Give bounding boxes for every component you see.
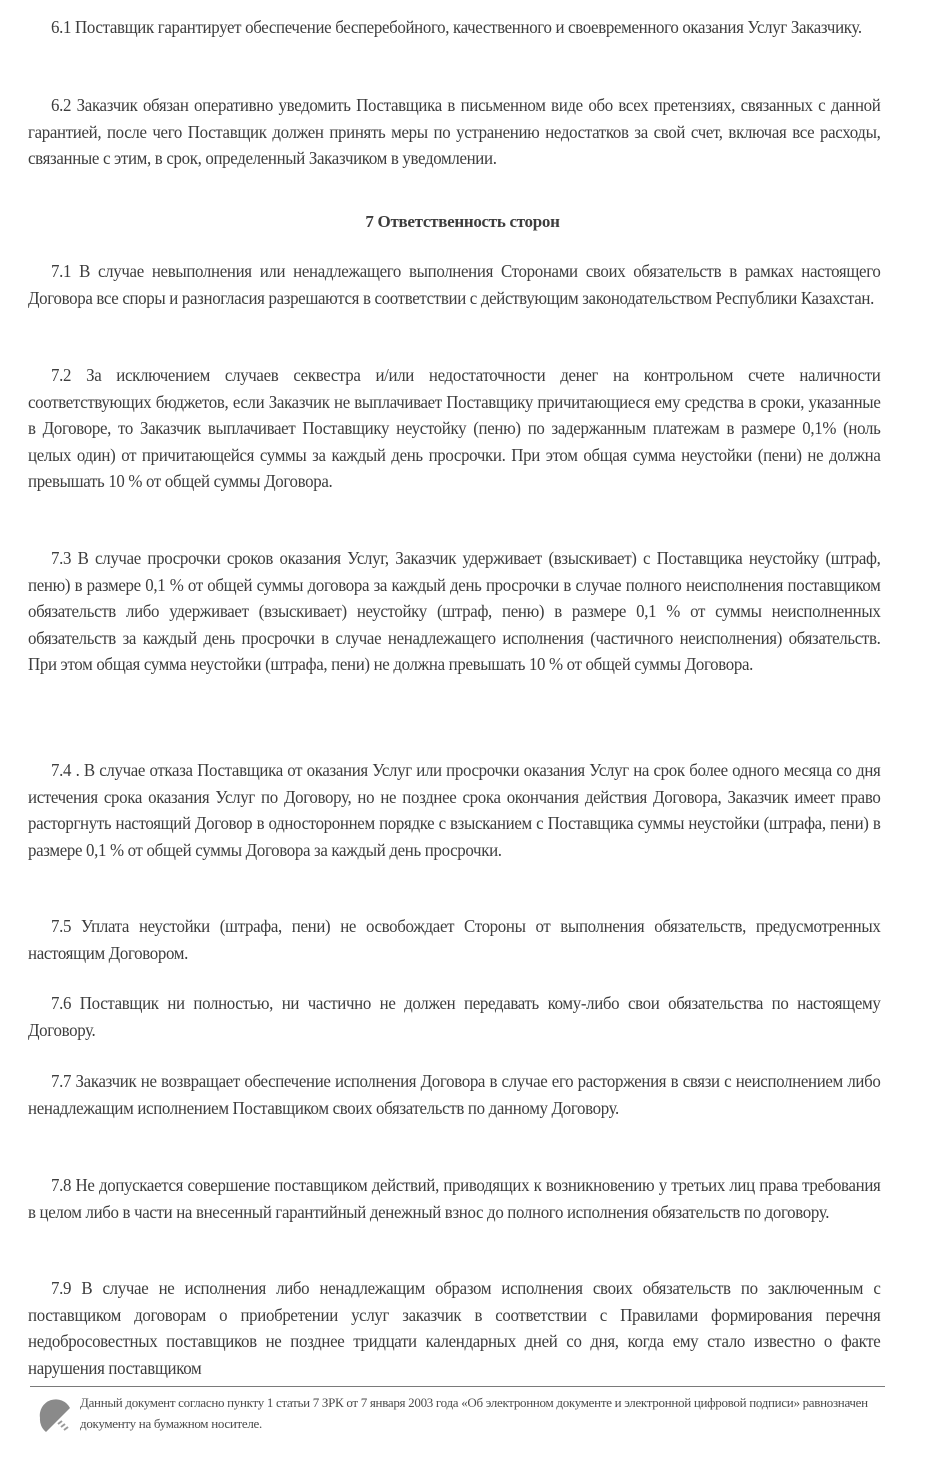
e-signature-seal-icon [36,1396,74,1436]
clause-7-4: 7.4 . В случае отказа Поставщика от оказания Услуг или просрочки оказания Услуг на срок более одного месяца со дня истечения срока оказания Услуг по Договору, но не позднее срока окончания действия Договора, Заказчик имеет право расторгнуть настоящий Договор в одностороннем порядке с взысканием с Поставщика суммы неустойки (штрафа, пени) в размере 0,1 % от общей суммы Договора за каждый день просрочки. [28,760,881,860]
footer-legal-note: Данный документ согласно пункту 1 статьи 7 ЗРК от 7 января 2003 года «Об электронном документе и электронной цифровой подписи» равнозначен документу на бумажном носителе. [80,1395,868,1431]
clause-7-8: 7.8 Не допускается совершение поставщиком действий, приводящих к возникновению у третьих лиц права требования в целом либо в части на внесенный гарантийный денежный взнос до полного исполнения обязательств по договору. [28,1175,881,1222]
section-heading-7: 7 Ответственность сторон [365,212,560,231]
clause-7-2: 7.2 За исключением случаев секвестра и/или недостаточности денег на контрольном счете наличности соответствующих бюджетов, если Заказчик не выплачивает Поставщику причитающиеся ему средства в сроки, указанные в Договоре, то Заказчик выплачивает Поставщику неустойку (пеню) по задержанным платежам в размере 0,1% (ноль целых один) от причитающейся суммы за каждый день просрочки. При этом общая сумма неустойки (пени) не должна превышать 10 % от общей суммы Договора. [28,365,881,491]
footer-divider [30,1386,885,1387]
clause-6-2: 6.2 Заказчик обязан оперативно уведомить Поставщика в письменном виде обо всех претензиях, связанных с данной гарантией, после чего Поставщик должен принять меры по устранению недостатков за свой счет, включая все расходы, связанные с этим, в срок, определенный Заказчиком в уведомлении. [28,95,881,168]
clause-7-1: 7.1 В случае невыполнения или ненадлежащего выполнения Сторонами своих обязательств в рамках настоящего Договора все споры и разногласия разрешаются в соответствии с действующим законодательством Республики Казахстан. [28,261,881,308]
clause-6-1: 6.1 Поставщик гарантирует обеспечение бесперебойного, качественного и своевременного оказания Услуг Заказчику. [51,17,862,37]
clause-7-7: 7.7 Заказчик не возвращает обеспечение исполнения Договора в случае его расторжения в связи с неисполнением либо ненадлежащим исполнением Поставщиком своих обязательств по данному Договору. [28,1071,881,1118]
clause-7-6: 7.6 Поставщик ни полностью, ни частично не должен передавать кому-либо свои обязательства по настоящему Договору. [28,993,881,1040]
clause-7-5: 7.5 Уплата неустойки (штрафа, пени) не освобождает Стороны от выполнения обязательств, предусмотренных настоящим Договором. [28,916,881,963]
clause-7-3: 7.3 В случае просрочки сроков оказания Услуг, Заказчик удерживает (взыскивает) с Поставщика неустойку (штраф, пеню) в размере 0,1 % от общей суммы договора за каждый день просрочки в случае полного неисполнения поставщиком обязательств либо удерживает (взыскивает) неустойку (штраф, пеню) в размере 0,1 % от суммы неисполненных обязательств за каждый день просрочки в случае ненадлежащего исполнения (частичного неисполнения) обязательств. При этом общая сумма неустойки (штрафа, пени) не должна превышать 10 % от общей суммы Договора. [28,548,881,674]
clause-7-9: 7.9 В случае не исполнения либо ненадлежащим образом исполнения своих обязательств по заключенным с поставщиком договорам о приобретении услуг заказчик в соответствии с Правилами формирования перечня недобросовестных поставщиков не позднее тридцати календарных дней со дня, когда ему стало известно о факте нарушения поставщиком [28,1278,881,1378]
